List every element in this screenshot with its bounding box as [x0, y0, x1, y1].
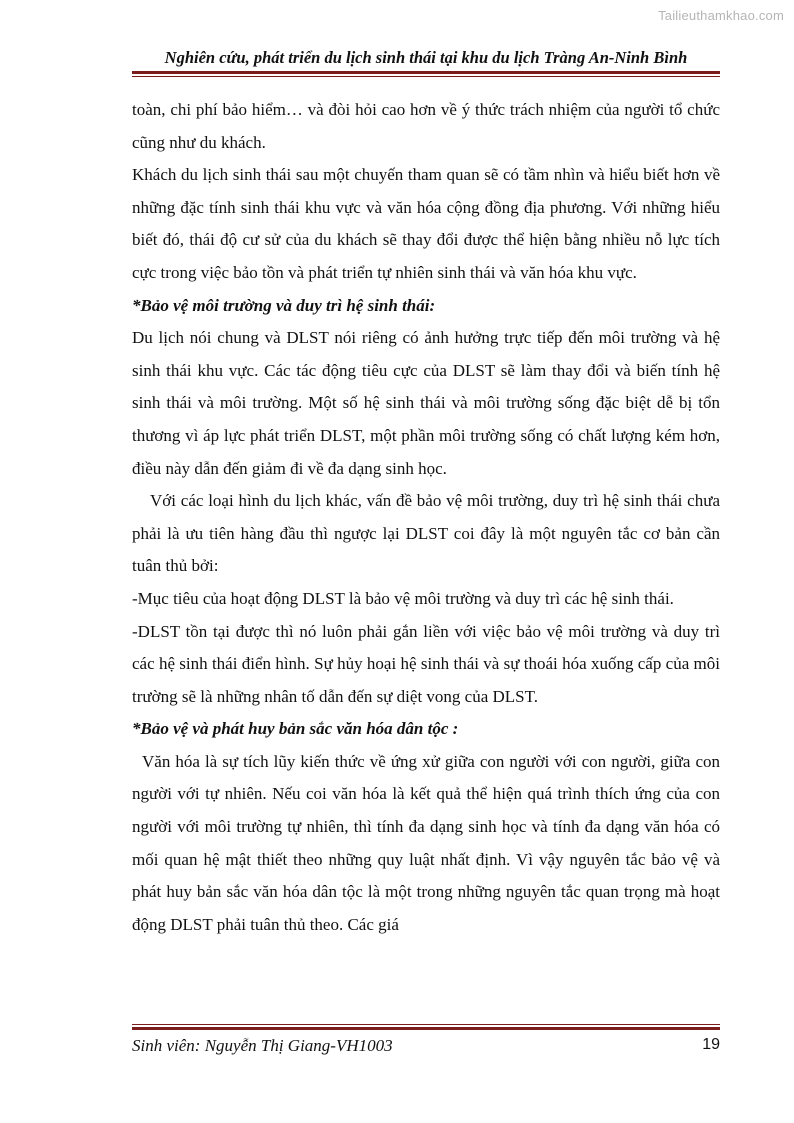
footer-rule-thin: [132, 1024, 720, 1025]
page-header-title: Nghiên cứu, phát triển du lịch sinh thái tại khu du lịch Tràng An-Ninh Bình: [164, 48, 688, 67]
paragraph-1: toàn, chi phí bảo hiểm… và đòi hỏi cao hơn về ý thức trách nhiệm của người tổ chức cũng như du khách.: [132, 100, 720, 152]
watermark-text: Tailieuthamkhao.com: [658, 8, 784, 23]
paragraph-6: -DLST tồn tại được thì nó luôn phải gắn liền với việc bảo vệ môi trường và duy trì các hệ sinh thái điển hình. Sự hủy hoại hệ sinh thái và sự thoái hóa xuống cấp của môi trường sẽ là những nhân tố dẫn đến sự diệt vong của DLST.: [132, 621, 720, 706]
paragraph-7: Văn hóa là sự tích lũy kiến thức về ứng xử giữa con người với con người, giữa con người với tự nhiên. Nếu coi văn hóa là kết quả thể hiện quá trình thích ứng của con người với môi trường tự nhiên, thì tính đa dạng sinh học và tính đa dạng văn hóa có mối quan hệ mật thiết theo những quy luật nhất định. Vì vậy nguyên tắc bảo vệ và phát huy bản sắc văn hóa dân tộc là một trong những nguyên tắc quan trọng mà hoạt động DLST phải tuân thủ theo. Các giá: [132, 751, 720, 934]
paragraph-3: Du lịch nói chung và DLST nói riêng có ảnh hưởng trực tiếp đến môi trường và hệ sinh thái khu vực. Các tác động tiêu cực của DLST sẽ làm thay đổi và biến tính hệ sinh thái và môi trường. Một số hệ sinh thái và môi trường sống đặc biệt dễ bị tổn thương vì áp lực phát triển DLST, một phần môi trường sống có chất lượng kém hơn, điều này dẫn đến giảm đi về đa dạng sinh học.: [132, 328, 720, 478]
header-rule-thin: [132, 76, 720, 77]
footer-rule-thick: [132, 1027, 720, 1030]
header-rule-thick: [132, 71, 720, 74]
document-body: [132, 94, 720, 941]
page-number: 19: [702, 1036, 720, 1053]
section-heading-culture: *Bảo vệ và phát huy bản sắc văn hóa dân tộc :: [132, 719, 459, 739]
paragraph-2: Khách du lịch sinh thái sau một chuyến tham quan sẽ có tầm nhìn và hiểu biết hơn về những đặc tính sinh thái khu vực và văn hóa cộng đồng địa phương. Với những hiểu biết đó, thái độ cư sử của du khách sẽ thay đổi được thể hiện bằng nhiều nỗ lực tích cực trong việc bảo tồn và phát triển tự nhiên sinh thái và văn hóa khu vực.: [132, 165, 720, 282]
section-heading-environment: *Bảo vệ môi trường và duy trì hệ sinh thái:: [132, 295, 436, 315]
footer-author: Sinh viên: Nguyễn Thị Giang-VH1003: [132, 1036, 393, 1055]
paragraph-4: Với các loại hình du lịch khác, vấn đề bảo vệ môi trường, duy trì hệ sinh thái chưa phải là ưu tiên hàng đầu thì ngược lại DLST coi đây là một nguyên tắc cơ bản cần tuân thủ bởi:: [132, 491, 720, 576]
paragraph-5: -Mục tiêu của hoạt động DLST là bảo vệ môi trường và duy trì các hệ sinh thái.: [132, 588, 674, 608]
